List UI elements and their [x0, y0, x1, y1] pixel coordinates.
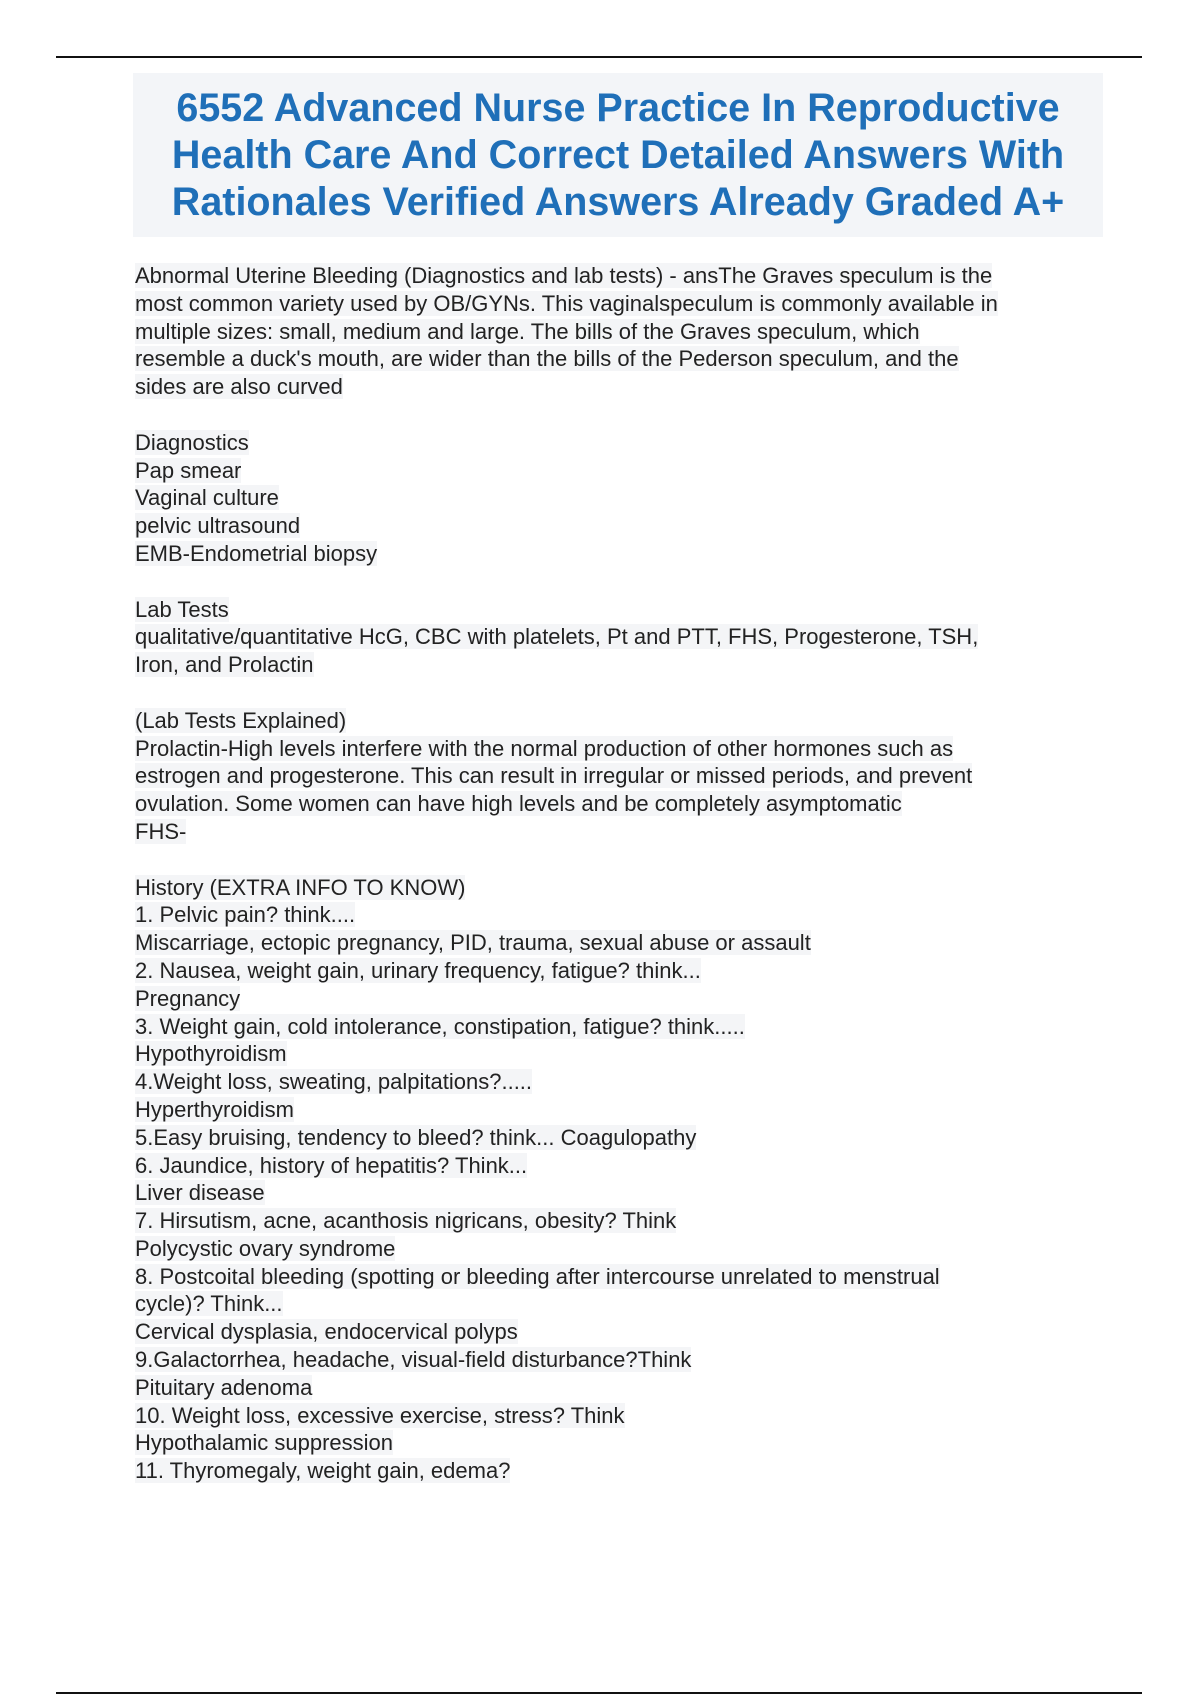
list-item: 3. Weight gain, cold intolerance, constipation, fatigue? think..... — [135, 1013, 745, 1039]
list-item: 9.Galactorrhea, headache, visual-field disturbance?Think — [135, 1347, 692, 1373]
paragraph-gap — [135, 401, 1095, 429]
list-item: 11. Thyromegaly, weight gain, edema? — [135, 1458, 511, 1484]
list-item: 1. Pelvic pain? think.... — [135, 902, 356, 928]
list-item: Pituitary adenoma — [135, 1374, 313, 1400]
list-item: pelvic ultrasound — [135, 513, 301, 539]
section-heading-lab-tests: Lab Tests — [135, 596, 229, 622]
list-item: 7. Hirsutism, acne, acanthosis nigricans, obesity? Think — [135, 1208, 677, 1234]
document-title-line-1: 6552 Advanced Nurse Practice In Reproductive — [176, 85, 1060, 130]
list-item: 4.Weight loss, sweating, palpitations?..... — [135, 1069, 533, 1095]
text-line: Abnormal Uterine Bleeding (Diagnostics and lab tests) - ansThe Graves speculum is the — [135, 263, 993, 288]
section-heading-history: History (EXTRA INFO TO KNOW) — [135, 874, 466, 900]
document-title-block — [133, 73, 1103, 237]
text-line: qualitative/quantitative HcG, CBC with platelets, Pt and PTT, FHS, Progesterone, TSH, — [135, 624, 979, 650]
text-line: Prolactin-High levels interfere with the normal production of other hormones such as — [135, 735, 954, 761]
list-item: EMB-Endometrial biopsy — [135, 540, 378, 566]
intro-paragraph — [135, 262, 1095, 401]
list-item: Hypothalamic suppression — [135, 1430, 394, 1456]
text-line: Iron, and Prolactin — [135, 652, 314, 678]
list-item: Hyperthyroidism — [135, 1096, 294, 1122]
lab-tests-section — [135, 596, 1095, 679]
document-title-line-2: Health Care And Correct Detailed Answers With — [171, 132, 1065, 177]
list-item: 8. Postcoital bleeding (spotting or bleeding after intercourse unrelated to menstrual — [135, 1263, 940, 1289]
list-item: Miscarriage, ectopic pregnancy, PID, trauma, sexual abuse or assault — [135, 930, 811, 956]
list-item: Hypothyroidism — [135, 1041, 287, 1067]
section-heading-diagnostics: Diagnostics — [135, 429, 249, 455]
document-title-line-3: Rationales Verified Answers Already Graded A+ — [171, 179, 1065, 224]
paragraph-gap — [135, 846, 1095, 874]
top-rule — [56, 56, 1142, 58]
text-line: most common variety used by OB/GYNs. This vaginalspeculum is commonly available in — [135, 290, 998, 316]
list-item: 10. Weight loss, excessive exercise, stress? Think — [135, 1402, 625, 1428]
document-body — [135, 262, 1095, 1485]
text-line: resemble a duck's mouth, are wider than the bills of the Pederson speculum, and the — [135, 346, 959, 372]
diagnostics-section — [135, 429, 1095, 568]
list-item: 5.Easy bruising, tendency to bleed? think... Coagulopathy — [135, 1124, 697, 1150]
text-line: estrogen and progesterone. This can result in irregular or missed periods, and prevent — [135, 763, 973, 789]
text-line: multiple sizes: small, medium and large. The bills of the Graves speculum, which — [135, 318, 920, 344]
list-item: cycle)? Think... — [135, 1291, 283, 1317]
list-item: Polycystic ovary syndrome — [135, 1235, 396, 1261]
list-item: 2. Nausea, weight gain, urinary frequency, fatigue? think... — [135, 957, 701, 983]
list-item: Cervical dysplasia, endocervical polyps — [135, 1319, 518, 1345]
paragraph-gap — [135, 568, 1095, 596]
list-item: Pap smear — [135, 457, 242, 483]
lab-tests-explained-section — [135, 707, 1095, 846]
list-item: Vaginal culture — [135, 485, 279, 511]
list-item: Liver disease — [135, 1180, 265, 1206]
history-section — [135, 874, 1095, 1486]
section-heading-lab-tests-explained: (Lab Tests Explained) — [135, 707, 347, 733]
list-item: 6. Jaundice, history of hepatitis? Think... — [135, 1152, 528, 1178]
text-line: sides are also curved — [135, 374, 343, 400]
text-line: FHS- — [135, 818, 187, 844]
bottom-rule — [56, 1692, 1142, 1694]
text-line: ovulation. Some women can have high levels and be completely asymptomatic — [135, 791, 902, 817]
paragraph-gap — [135, 679, 1095, 707]
list-item: Pregnancy — [135, 985, 241, 1011]
